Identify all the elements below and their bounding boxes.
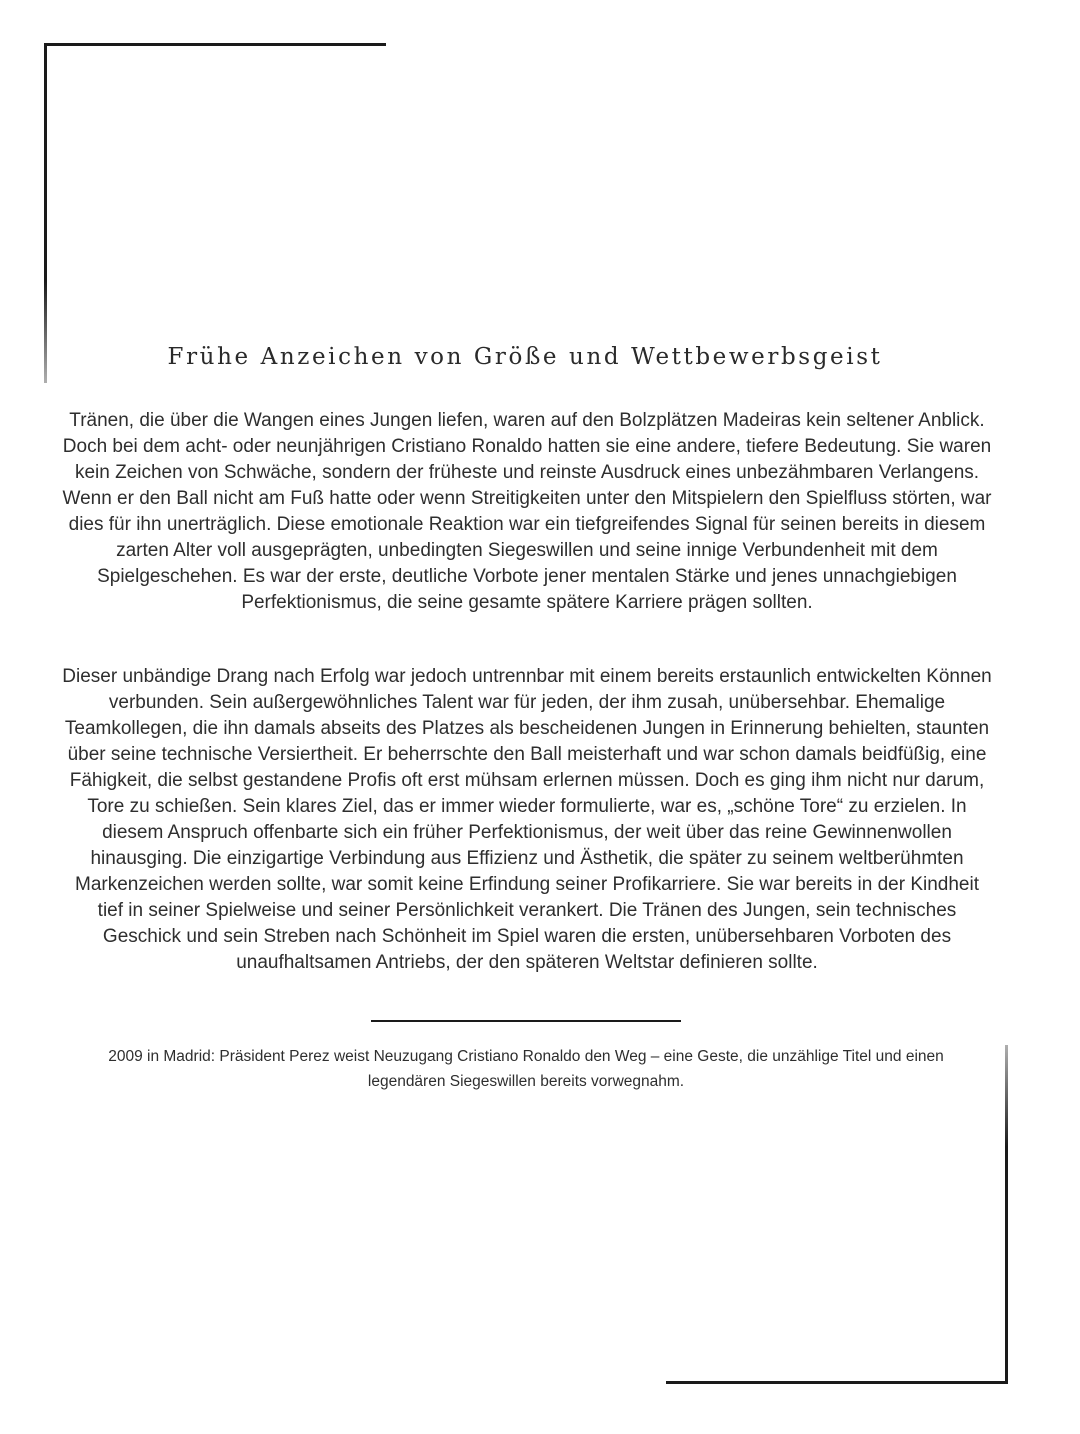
frame-corner-bottom-vertical-line <box>1005 1045 1008 1384</box>
frame-corner-bottom-horizontal-line <box>666 1381 1008 1384</box>
image-caption: 2009 in Madrid: Präsident Perez weist Neuzugang Cristiano Ronaldo den Weg – eine Geste, die unzählige Titel und einen legendären Siegeswillen bereits vorwegnahm. <box>108 1048 944 1090</box>
frame-corner-top-horizontal-line <box>44 43 386 46</box>
body-paragraph-2: Dieser unbändige Drang nach Erfolg war jedoch untrennbar mit einem bereits erstaunlich entwickelten Können verbunden. Sein außergewöhnliches Talent war für jeden, der ihm zusah, unübersehbar. Ehemalige Teamkollegen, die ihn damals abseits des Platzes als bescheidenen Jungen in Erinnerung behielten, staunten über seine technische Versiertheit. Er beherrschte den Ball meisterhaft und war schon damals beidfüßig, eine Fähigkeit, die selbst gestandene Profis oft erst mühsam erlernen müssen. Doch es ging ihm nicht nur darum, Tore zu schießen. Sein klares Ziel, das er immer wieder formulierte, war es, „schöne Tore“ zu erzielen. In diesem Anspruch offenbarte sich ein früher Perfektionismus, der weit über das reine Gewinnenwollen hinausging. Die einzigartige Verbindung aus Effizienz und Ästhetik, die später zu seinem weltberühmten Markenzeichen werden sollte, war somit keine Erfindung seiner Profikarriere. Sie war bereits in der Kindheit tief in seiner Spielweise und seiner Persönlichkeit verankert. Die Tränen des Jungen, sein technisches Geschick und sein Streben nach Schönheit im Spiel waren die ersten, unübersehbaren Vorboten des unaufhaltsamen Antriebs, der den späteren Weltstar definieren sollte. <box>62 666 992 973</box>
caption-divider <box>371 1020 681 1022</box>
body-paragraph-1: Tränen, die über die Wangen eines Jungen liefen, waren auf den Bolzplätzen Madeiras kein seltener Anblick. Doch bei dem acht- oder neunjährigen Cristiano Ronaldo hatten sie eine andere, tiefere Bedeutung. Sie waren kein Zeichen von Schwäche, sondern der früheste und reinste Ausdruck eines unbezähmbaren Verlangens. Wenn er den Ball nicht am Fuß hatte oder wenn Streitigkeiten unter den Mitspielern den Spielfluss störten, war dies für ihn unerträglich. Diese emotionale Reaktion war ein tiefgreifendes Signal für seinen bereits in diesem zarten Alter voll ausgeprägten, unbedingten Siegeswillen und seine innige Verbundenheit mit dem Spielgeschehen. Es war der erste, deutliche Vorbote jener mentalen Stärke und jenes unnachgiebigen Perfektionismus, die seine gesamte spätere Karriere prägen sollten. <box>62 410 992 613</box>
section-heading: Frühe Anzeichen von Größe und Wettbewerbsgeist <box>167 344 883 370</box>
frame-corner-top-vertical-line <box>44 43 47 383</box>
